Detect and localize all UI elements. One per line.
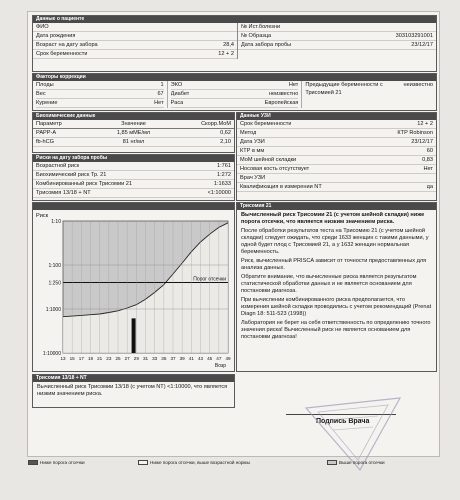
y-tick-label: 1:100 [48,263,61,269]
threshold-label: Порог отсечки [193,276,226,283]
x-tick-label: 15 [69,356,75,361]
risk-chart-svg [33,203,235,372]
risk-row: Комбинированный риск Трисомии 21 1:1633 [33,180,234,189]
dob-row: Дата рождения [33,32,237,41]
trisomy21-p3: Обратите внимание, что вычисленные риска является результатом статистической обработки данных и не является основанием для постановки диагноза. [241,274,417,294]
x-tick-label: 27 [124,356,130,361]
uzi-row: Срок беременности 12 + 2 [237,120,436,129]
patient-risk-marker [132,318,136,353]
chart-header-bar [33,203,235,210]
y-tick-label: 1:1000 [45,307,61,313]
uzi-row: Квалификация в измерении NT да [237,183,436,192]
t1318-conclusion: Вычисленный риск Трисомии 13/18 (с учетом NT) <1:10000, что является низким значением риска. [37,384,228,397]
risk-row: Трисомия 13/18 + NT <1:10000 [33,189,234,198]
legend-above-cutoff: Выше порога отсечки [327,460,385,465]
biochem-section: Биохимические данные Параметр Значение Скорр.МоМ PAPP-A 1,85 мМЕ/мл 0,62 fb-hCG 81 нг/мл 2,10 [32,112,235,153]
x-tick-label: 35 [161,356,167,361]
x-tick-label: 19 [87,356,94,361]
age-row: Возраст на дату забора 28,4 [33,41,237,50]
y-tick-label: 1:10000 [42,351,61,357]
y-tick-label: 1:10 [51,219,61,225]
x-tick-label: 49 [225,356,231,361]
correction-header: Факторы коррекции [33,74,436,81]
trisomy21-p1: После обработки результатов теста на Трисомию 21 (с учетом шейной складки) следует ожидать, что среди 1633 женщин с такими данными, у одной будет плод с Трисомией 21, а у 1632 женщин нормальная беременность. [241,228,429,255]
uzi-row: Врач УЗИ [237,174,436,183]
x-tick-label: 47 [216,356,222,361]
biochem-row: fb-hCG 81 нг/мл 2,10 [33,138,234,147]
trisomy21-conclusion: Вычисленный риск Трисомии 21 (с учетом шейной складки) ниже порога отсечки, что является низким значением риска. [241,212,425,225]
name-row: ФИО [33,23,237,32]
x-tick-label: 37 [170,356,176,361]
trisomy21-p2: Риск, вычисленный PRISCA зависит от точности предоставленных для анализа данных. [241,258,427,271]
risk-row: Биохимический риск Тр. 21 1:272 [33,171,234,180]
uzi-row: МоМ шейной складки 0,83 [237,156,436,165]
x-tick-label: 45 [207,356,213,361]
x-tick-label: 13 [60,356,66,361]
legend-above-age-norm: Ниже порога отсечки, выше возрастной нормы [138,460,250,465]
risks-section [32,154,235,201]
chart-title: Риск [36,213,49,219]
uzi-row: Дата УЗИ 23/12/17 [237,138,436,147]
sample-date-row: Дата забора пробы 23/12/17 [238,41,436,50]
t1318-header: Трисомия 13/18 + NT [33,375,234,382]
trisomy21-p5: Лаборатория не берет на себя ответственность по определению точного значения риска! Вычисленный риск не является основанием для постановки диагноза! [241,320,431,340]
trisomy21-header: Трисомия 21 [237,203,436,210]
x-tick-label: 41 [188,356,194,361]
ga-row: Срок беременности 12 + 2 [33,50,237,59]
history-row: № Ист.болезни [238,23,436,32]
x-tick-label: 31 [142,356,149,361]
patient-header: Данные о пациенте [33,16,436,23]
uzi-row: Носовая кость отсутствует Нет [237,165,436,174]
x-tick-label: 17 [78,356,84,361]
legend-below-cutoff: Ниже порога отсечки [28,460,85,465]
risks-header: Риски на дату забора пробы [33,155,234,162]
patient-section [32,15,437,72]
x-tick-label: 33 [152,356,158,361]
uzi-section [236,112,437,201]
y-tick-label: 1:250 [48,280,61,287]
x-tick-label: 39 [179,356,185,361]
biochem-header: Биохимические данные [33,113,234,120]
x-axis-label: Возр [214,363,226,369]
legend-swatch [28,460,38,465]
trisomy21-p4: При вычислении комбинированного риска предполагается, что измерения шейной складки проводились с учетом рекомендаций (Prenat Diagn 18: 511-523 (1998)) [241,297,432,317]
legend-swatch [138,460,148,465]
x-tick-label: 21 [97,356,103,361]
legend-swatch [327,460,337,465]
uzi-header: Данные УЗИ [237,113,436,120]
uzi-row: Метод КТР Robinson [237,129,436,138]
correction-section: Факторы коррекции Плоды 1 Вес 67 Курение Нет ЭКО Нет Диабет неизвестно Раса Европейская Предыдущие беременности с Трисомией 21 неизвестно [32,73,437,111]
risk-chart [32,202,235,372]
uzi-row: КТР в мм 60 [237,147,436,156]
t1318-section [32,374,235,408]
x-tick-label: 23 [106,356,112,361]
biochem-row: PAPP-A 1,85 мМЕ/мл 0,62 [33,129,234,138]
prev-pregnancy-label: Предыдущие беременности с Трисомией 21 [305,82,383,96]
prev-pregnancy-value: неизвестно [403,82,434,88]
risk-row: Возрастной риск 1:761 [33,162,234,171]
signature-label: Подпись Врача [316,418,370,425]
sample-row: № Образца 303103291001 [238,32,436,41]
x-tick-label: 25 [115,356,121,361]
x-tick-label: 43 [197,356,204,361]
x-tick-label: 29 [133,356,139,361]
trisomy21-section [236,202,437,372]
